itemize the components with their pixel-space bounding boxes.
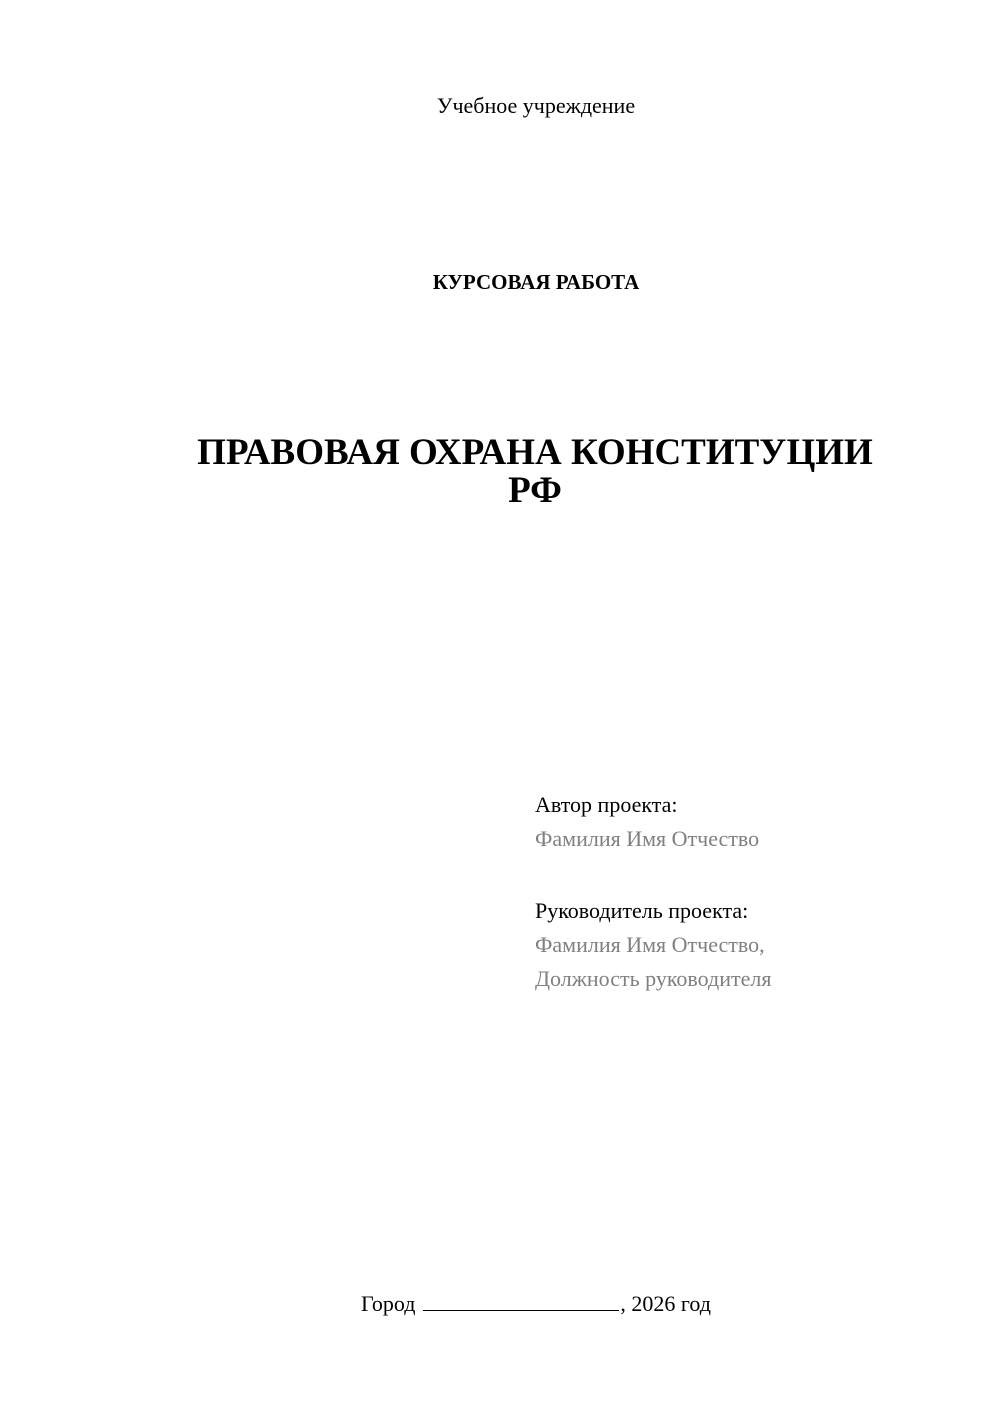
author-name: Фамилия Имя Отчество [535,826,760,851]
city-blank-underline [423,1290,619,1311]
author-label: Автор проекта: [535,792,678,817]
document-title-line-2: РФ [508,470,562,511]
credits-block [535,788,975,996]
supervisor-name: Фамилия Имя Отчество, [535,932,765,957]
work-type-heading: КУРСОВАЯ РАБОТА [432,270,640,294]
credits-spacer [535,856,975,894]
document-title-line-1: ПРАВОВАЯ ОХРАНА КОНСТИТУЦИИ [197,432,873,473]
document-title [150,434,920,510]
institution-name: Учебное учреждение [436,93,636,118]
city-year-line [0,1290,1000,1318]
city-label: Город [361,1291,416,1316]
year-text: , 2026 год [620,1291,711,1316]
supervisor-position: Должность руководителя [535,966,772,991]
supervisor-label: Руководитель проекта: [535,898,749,923]
